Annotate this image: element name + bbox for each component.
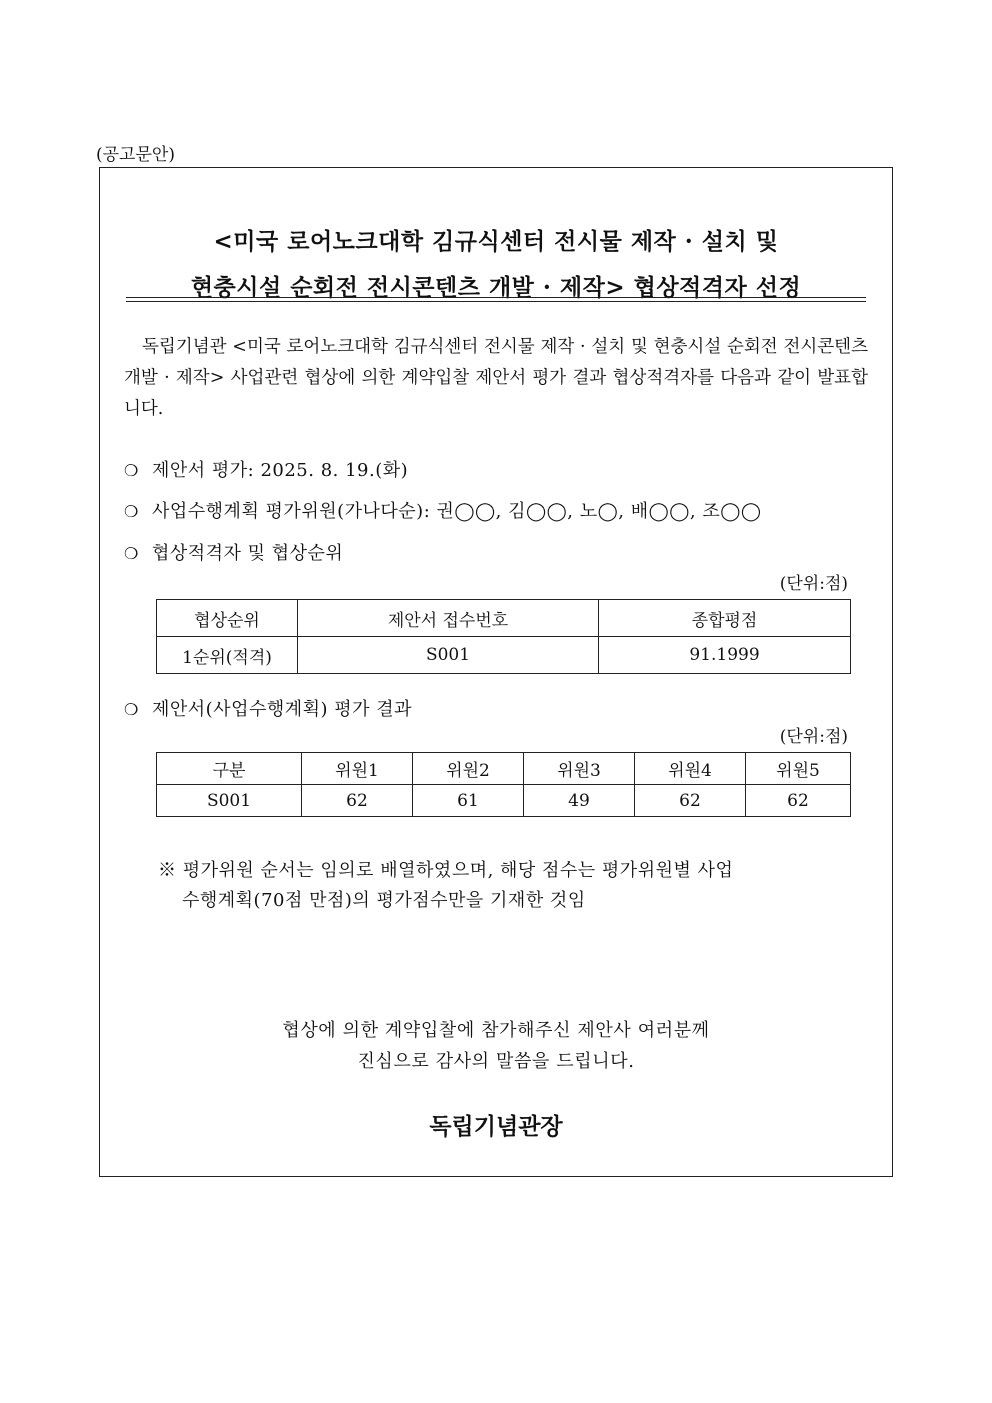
signature: 독립기념관장 <box>429 1113 563 1140</box>
note-block <box>158 856 733 916</box>
bullet-evaluation-date <box>124 456 408 482</box>
header-cell: 협상순위 <box>157 600 298 637</box>
table-cell: S001 <box>298 637 599 674</box>
title-double-underline <box>126 297 866 302</box>
circle-bullet-icon: ❍ <box>124 544 139 563</box>
result-title: 제안서(사업수행계획) 평가 결과 <box>152 699 413 720</box>
table-cell: 62 <box>302 785 413 817</box>
result-table <box>156 752 851 817</box>
table-cell: 1순위(적격) <box>157 637 298 674</box>
bullet-evaluators <box>124 497 762 523</box>
ranking-table <box>156 599 851 674</box>
table-cell: 91.1999 <box>599 637 851 674</box>
unit-label-result: (단위:점) <box>779 727 848 747</box>
table-cell: 49 <box>524 785 635 817</box>
header-cell: 제안서 접수번호 <box>298 600 599 637</box>
header-cell: 위원2 <box>413 753 524 785</box>
table-cell: 62 <box>746 785 851 817</box>
circle-bullet-icon: ❍ <box>124 502 139 521</box>
header-cell: 구분 <box>157 753 302 785</box>
table-row <box>157 637 851 674</box>
evaluation-date-text: 제안서 평가: 2025. 8. 19.(화) <box>152 460 409 481</box>
header-cell: 위원3 <box>524 753 635 785</box>
announcement-frame <box>99 167 893 1177</box>
header-cell: 위원5 <box>746 753 851 785</box>
header-cell: 위원1 <box>302 753 413 785</box>
table-header-row <box>157 753 851 785</box>
header-cell: 종합평점 <box>599 600 851 637</box>
bullet-ranking <box>124 539 343 565</box>
table-cell: 62 <box>635 785 746 817</box>
title-line-2: 현충시설 순회전 전시콘텐츠 개발 · 제작> 협상적격자 선정 <box>190 274 802 301</box>
header-cell: 위원4 <box>635 753 746 785</box>
circle-bullet-icon: ❍ <box>124 700 139 719</box>
evaluators-text: 사업수행계획 평가위원(가나다순): 권◯◯, 김◯◯, 노◯, 배◯◯, 조◯◯ <box>152 501 762 522</box>
thanks-line-2: 진심으로 감사의 말씀을 드립니다. <box>357 1051 635 1072</box>
ranking-title: 협상적격자 및 협상순위 <box>152 543 344 564</box>
bullet-result <box>124 695 412 721</box>
table-header-row <box>157 600 851 637</box>
table-row <box>157 785 851 817</box>
note-line-1: ※ 평가위원 순서는 임의로 배열하였으며, 해당 점수는 평가위원별 사업 <box>158 860 734 881</box>
thanks-line-1: 협상에 의한 계약입찰에 참가해주신 제안사 여러분께 <box>282 1020 710 1041</box>
document-label: (공고문안) <box>96 145 175 165</box>
circle-bullet-icon: ❍ <box>124 461 139 480</box>
intro-paragraph: 독립기념관 <미국 로어노크대학 김규식센터 전시물 제작 · 설치 및 현충시설 순회전 전시콘텐츠 개발 · 제작> 사업관련 협상에 의한 계약입찰 제안서 평가 결과 협상적격자를 다음과 같이 발표합니다. <box>124 337 868 419</box>
note-line-2: 수행계획(70점 만점)의 평가점수만을 기재한 것임 <box>182 890 586 911</box>
title-line-1: <미국 로어노크대학 김규식센터 전시물 제작 · 설치 및 <box>213 228 779 255</box>
table-cell: 61 <box>413 785 524 817</box>
table-cell: S001 <box>157 785 302 817</box>
unit-label-ranking: (단위:점) <box>779 574 848 594</box>
